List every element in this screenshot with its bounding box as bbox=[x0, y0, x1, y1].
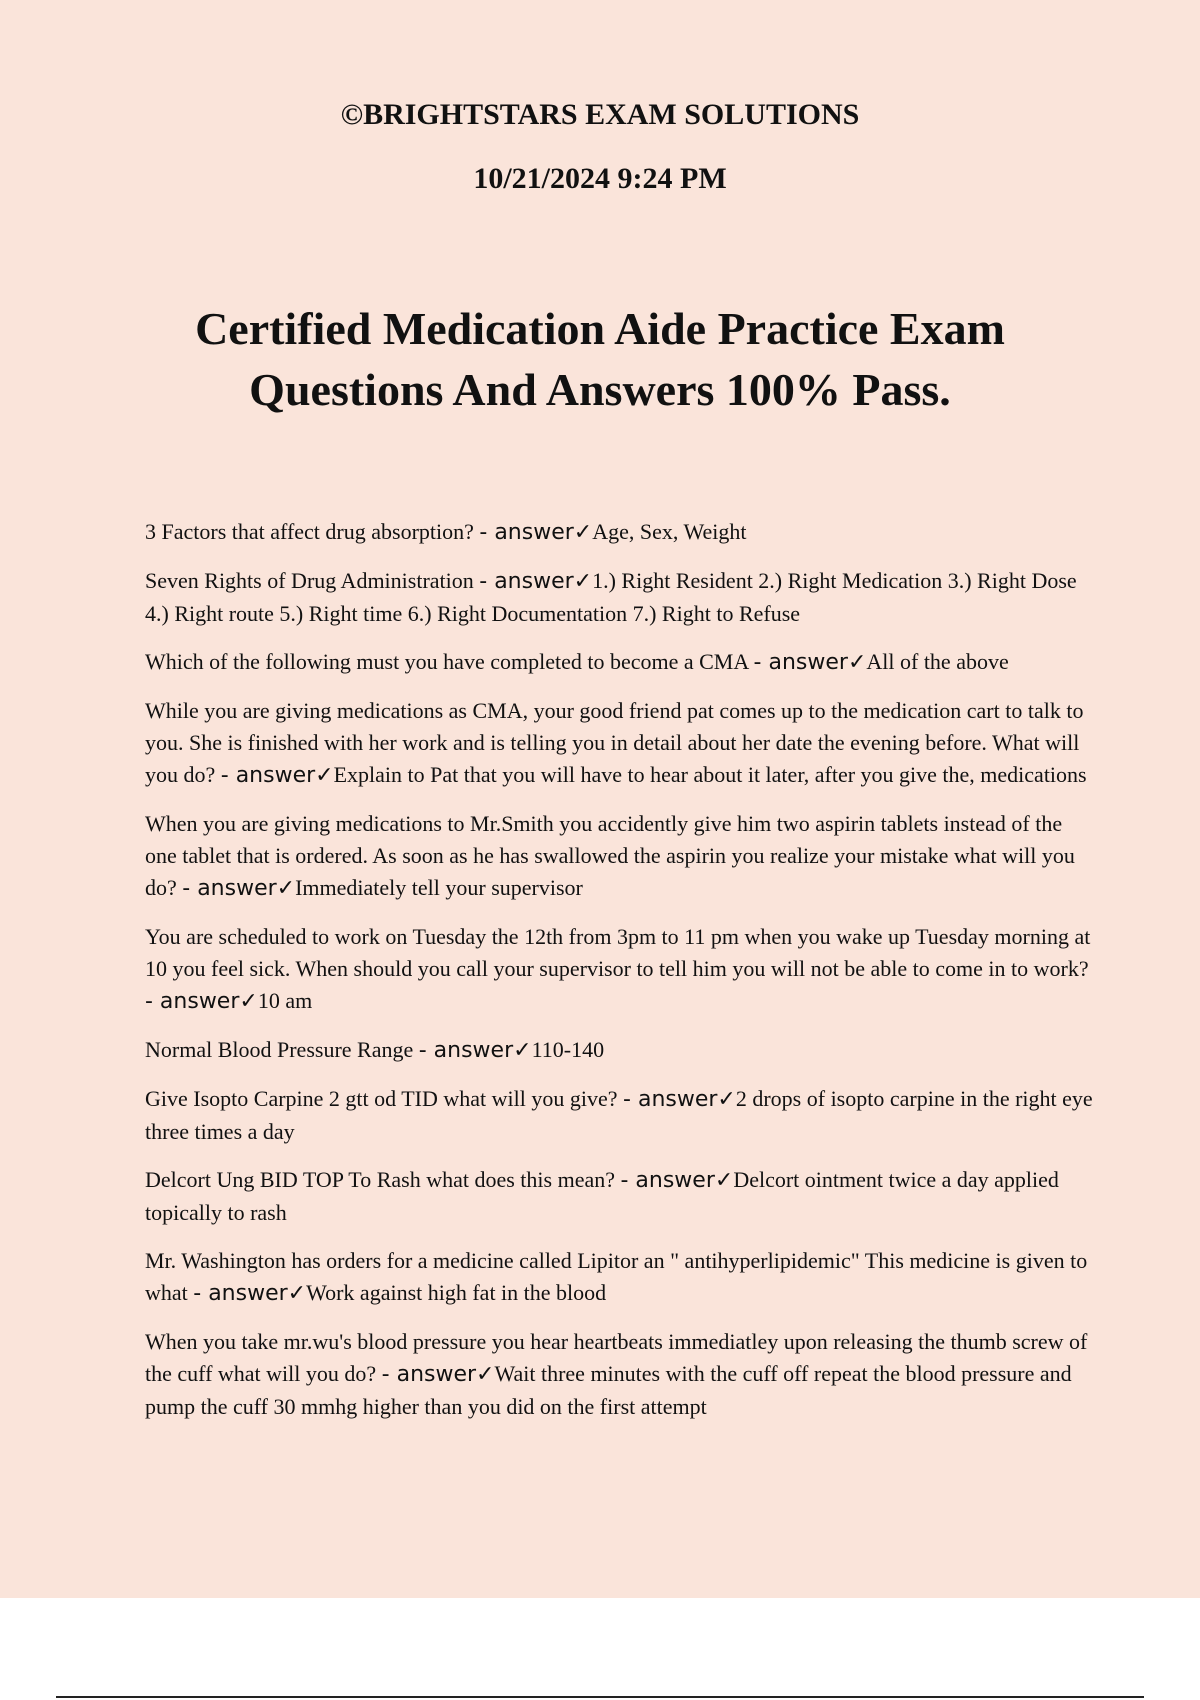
answer-text: Wait three minutes with the cuff off repeat the blood pressure and pump the cuff 30 mmhg higher than you did on the first attempt bbox=[145, 1361, 1072, 1419]
page-divider bbox=[56, 1696, 1144, 1698]
answer-marker: - answer✓ bbox=[193, 1281, 307, 1306]
answer-text: Work against high fat in the blood bbox=[306, 1280, 607, 1305]
question-text: Normal Blood Pressure Range bbox=[145, 1037, 414, 1062]
question-text: Which of the following must you have completed to become a CMA bbox=[145, 649, 749, 674]
answer-text: Delcort ointment twice a day applied topically to rash bbox=[145, 1167, 1059, 1225]
qa-item bbox=[145, 921, 1095, 1018]
qa-item bbox=[145, 646, 1095, 679]
qa-item bbox=[145, 695, 1095, 792]
qa-item bbox=[145, 1083, 1095, 1148]
answer-text: 2 drops of isopto carpine in the right eye three times a day bbox=[145, 1086, 1093, 1144]
answer-text: 1.) Right Resident 2.) Right Medication 3.) Right Dose 4.) Right route 5.) Right time 6.) Right Documentation 7.) Right to Refuse bbox=[145, 568, 1077, 626]
answer-marker: - answer✓ bbox=[479, 569, 593, 594]
qa-item bbox=[145, 565, 1095, 630]
title-line-2: Questions And Answers 100% Pass. bbox=[249, 364, 951, 415]
qa-list bbox=[145, 516, 1095, 1439]
qa-item bbox=[145, 1034, 1095, 1067]
brand-header: ©BRIGHTSTARS EXAM SOLUTIONS bbox=[340, 98, 860, 131]
answer-marker: - answer✓ bbox=[753, 650, 867, 675]
answer-text: Explain to Pat that you will have to hear about it later, after you give the, medications bbox=[333, 762, 1087, 787]
answer-text: Immediately tell your supervisor bbox=[295, 875, 583, 900]
question-text: 3 Factors that affect drug absorption? bbox=[145, 519, 474, 544]
answer-text: 10 am bbox=[257, 988, 313, 1013]
answer-text: 110-140 bbox=[531, 1037, 605, 1062]
answer-marker: - answer✓ bbox=[220, 763, 334, 788]
question-text: When you are giving medications to Mr.Smith you accidently give him two aspirin tablets instead of the one tablet that is ordered. As soon as he has swallowed the aspirin you realize your mistake what will you do? bbox=[145, 811, 1075, 900]
answer-marker: - answer✓ bbox=[182, 876, 296, 901]
title-line-1: Certified Medication Aide Practice Exam bbox=[195, 303, 1005, 354]
qa-item bbox=[145, 1164, 1095, 1229]
question-text: While you are giving medications as CMA, your good friend pat comes up to the medication cart to talk to you. She is finished with her work and is telling you in detail about her date the evening before. What will you do? bbox=[145, 698, 1084, 787]
answer-marker: - answer✓ bbox=[145, 989, 258, 1014]
answer-marker: - answer✓ bbox=[623, 1087, 736, 1112]
qa-item bbox=[145, 1326, 1095, 1423]
datetime-header: 10/21/2024 9:24 PM bbox=[473, 162, 727, 195]
answer-marker: - answer✓ bbox=[479, 520, 593, 545]
answer-marker: - answer✓ bbox=[620, 1168, 734, 1193]
qa-item bbox=[145, 808, 1095, 905]
question-text: When you take mr.wu's blood pressure you hear heartbeats immediatley upon releasing the thumb screw of the cuff what will you do? bbox=[145, 1329, 1088, 1386]
answer-text: Age, Sex, Weight bbox=[592, 519, 747, 544]
question-text: Delcort Ung BID TOP To Rash what does this mean? bbox=[145, 1167, 615, 1192]
qa-item bbox=[145, 516, 1095, 549]
qa-item bbox=[145, 1245, 1095, 1310]
answer-text: All of the above bbox=[866, 649, 1009, 674]
question-text: Seven Rights of Drug Administration bbox=[145, 568, 474, 593]
answer-marker: - answer✓ bbox=[381, 1362, 495, 1387]
question-text: Give Isopto Carpine 2 gtt od TID what will you give? bbox=[145, 1086, 618, 1111]
question-text: Mr. Washington has orders for a medicine called Lipitor an " antihyperlipidemic" This medicine is given to what bbox=[145, 1248, 1088, 1305]
question-text: You are scheduled to work on Tuesday the 12th from 3pm to 11 pm when you wake up Tuesday morning at 10 you feel sick. When should you call your supervisor to tell him you will not be able to come in to work? bbox=[145, 924, 1091, 981]
document-title bbox=[100, 298, 1100, 420]
answer-marker: - answer✓ bbox=[418, 1038, 532, 1063]
